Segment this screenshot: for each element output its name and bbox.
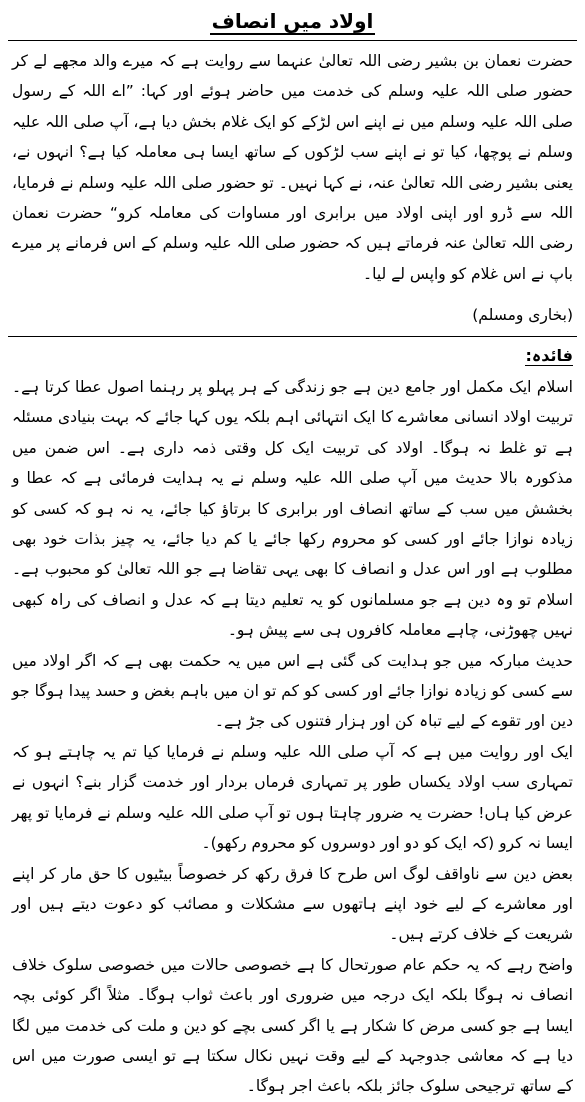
section-divider [8, 336, 577, 337]
page-title-text: اولاد میں انصاف [211, 9, 374, 33]
top-divider [8, 40, 577, 41]
faida-paragraph-2: حدیث مبارکہ میں جو ہدایت کی گئی ہے اس میں یہ حکمت بھی ہے کہ اگر اولاد میں سے کسی کو زیادہ نوازا جائے اور کسی کو کم تو ان میں باہم بغض و حسد پیدا ہوگا جو دین اور تقوے کے لیے تباہ کن اور ہزار فتنوں کی جڑ ہے۔ [12, 651, 573, 731]
hadith-reference: (بخاری ومسلم) [472, 306, 573, 324]
hadith-section [12, 46, 573, 289]
faida-heading-text: فائدہ: [525, 346, 573, 365]
hadith-text: حضرت نعمان بن بشیر رضی اللہ تعالیٰ عنہما سے روایت ہے کہ میرے والد مجھے لے کر حضور صلی اللہ علیہ وسلم کی خدمت میں حاضر ہوئے اور کہا: ”اے اللہ کے رسول صلی اللہ علیہ وسلم میں نے اپنے اس لڑکے کو ایک غلام بخش دیا ہے، آپ صلی اللہ علیہ وسلم نے پوچھا، کیا تو نے اپنے سب لڑکوں کے ساتھ ایسا ہی معاملہ کیا ہے؟ انہوں نے، یعنی بشیر رضی اللہ تعالیٰ عنہ، نے کہا نہیں۔ تو حضور صلی اللہ علیہ وسلم نے فرمایا، اللہ سے ڈرو اور اپنی اولاد میں برابری اور مساوات کی معاملہ کرو“ حضرت نعمان رضی اللہ تعالیٰ عنہ فرماتے ہیں کہ حضور صلی اللہ علیہ وسلم کے اس فرمانے پر میرے باپ نے اس غلام کو واپس لے لیا۔ [12, 52, 573, 283]
faida-heading [12, 342, 573, 370]
faida-paragraph-1: اسلام ایک مکمل اور جامع دین ہے جو زندگی کے ہر پہلو پر رہنما اصول عطا کرتا ہے۔ تربیت اولاد انسانی معاشرے کا ایک انتہائی اہم بلکہ یوں کہا جائے کہ بہت بنیادی مسئلہ ہے تو غلط نہ ہوگا۔ اولاد کی تربیت ایک کل وقتی ذمہ داری ہے۔ اس ضمن میں مذکورہ بالا حدیث میں آپ صلی اللہ علیہ وسلم نے یہ ہدایت فرمائی ہے کہ عطا و بخشش میں سب کے ساتھ انصاف اور برابری کا برتاؤ کیا جائے، یہ نہ ہو کہ کسی کو زیادہ نوازا جائے اور کسی کو محروم رکھا جائے یا کم دیا جائے، یہ چیز بذات خود بھی مطلوب ہے اور اس عدل و انصاف کا بھی یہی تقاضا ہے جو اللہ تعالیٰ کو محبوب ہے۔ اسلام تو وہ دین ہے جو مسلمانوں کو یہ تعلیم دیتا ہے کہ عدل و انصاف کی راہ کبھی نہیں چھوڑنی، چاہے معاملہ کافروں ہی سے پیش ہو۔ [12, 378, 573, 640]
faida-paragraph-3: ایک اور روایت میں ہے کہ آپ صلی اللہ علیہ وسلم نے فرمایا کیا تم یہ چاہتے ہو کہ تمہاری سب اولاد یکساں طور پر تمہاری فرماں بردار اور خدمت گزار بنے؟ انہوں نے عرض کیا ہاں! حضرت یہ ضرور چاہتا ہوں تو آپ صلی اللہ علیہ وسلم نے فرمایا تو پھر ایسا نہ کرو (کہ ایک کو دو اور دوسروں کو محروم رکھو)۔ [12, 742, 573, 853]
faida-paragraph-5: واضح رہے کہ یہ حکم عام صورتحال کا ہے خصوصی حالات میں خصوصی سلوک خلاف انصاف نہ ہوگا بلکہ ایک درجہ میں ضروری اور باعث ثواب ہوگا۔ مثلاً اگر کوئی بچہ ایسا ہے جو کسی مرض کا شکار ہے یا اگر کسی بچے کو دین و ملت کی خدمت میں لگا دیا ہے کہ معاشی جدوجہد کے لیے وقت نہیں نکال سکتا ہے تو ایسی صورت میں اس کے ساتھ ترجیحی سلوک جائز بلکہ باعث اجر ہوگا۔ [12, 955, 573, 1096]
faida-section [12, 372, 573, 1102]
faida-paragraph-4: بعض دین سے ناواقف لوگ اس طرح کا فرق رکھ کر خصوصاً بیٹیوں کا حق مار کر اپنے اور معاشرے کے لیے خود اپنے ہاتھوں سے مشکلات و مصائب کو دعوت دیتے ہیں اور شریعت کے خلاف کرتے ہیں۔ [12, 864, 573, 944]
page-title [0, 6, 585, 36]
